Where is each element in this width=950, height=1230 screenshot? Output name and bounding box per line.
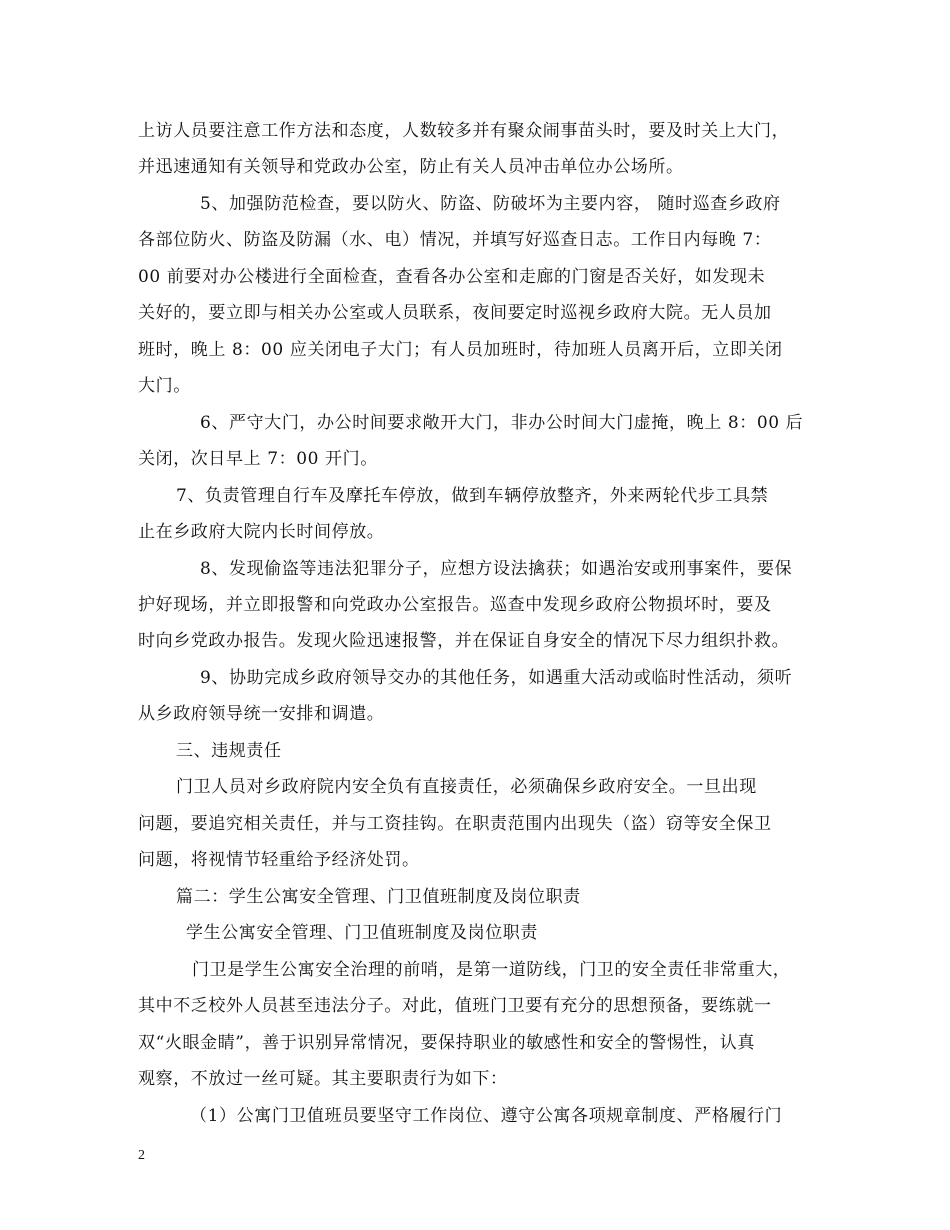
text-line: 班时，晚上 8：00 应关闭电子大门；有人员加班时，待加班人员离开后，立即关闭 <box>138 340 783 360</box>
text-line: 问题，将视情节轻重给予经济处罚。 <box>138 850 420 870</box>
text-line: 三、违规责任 <box>176 741 282 761</box>
text-line: 时向乡党政办报告。发现火险迅速报警，并在保证自身安全的情况下尽力组织扑救。 <box>138 631 790 651</box>
text-line: 双“火眼金睛”，善于识别异常情况，要保持职业的敏感性和安全的警惕性，认真 <box>138 1033 755 1053</box>
text-line: 8、发现偷盗等违法犯罪分子，应想方设法擒获；如遇治安或刑事案件，要保 <box>200 559 793 579</box>
text-line: 上访人员要注意工作方法和态度，人数较多并有聚众闹事苗头时，要及时关上大门， <box>138 121 790 141</box>
text-line: 7、负责管理自行车及摩托车停放，做到车辆停放整齐，外来两轮代步工具禁 <box>176 486 769 506</box>
text-line: 篇二：学生公寓安全管理、门卫值班制度及岗位职责 <box>176 887 581 907</box>
text-line: 门卫是学生公寓安全治理的前哨，是第一道防线，门卫的安全责任非常重大， <box>192 960 791 980</box>
text-line: 从乡政府领导统一安排和调遣。 <box>138 704 385 724</box>
text-line: 5、加强防范检查，要以防火、防盗、防破坏为主要内容， 随时巡查乡政府 <box>200 194 781 214</box>
text-line: 各部位防火、防盗及防漏（水、电）情况，并填写好巡查日志。工作日内每晚 7： <box>138 230 772 250</box>
text-line: 其中不乏校外人员甚至违法分子。对此，值班门卫要有充分的思想预备，要练就一 <box>138 996 772 1016</box>
text-line: 止在乡政府大院内长时间停放。 <box>138 522 385 542</box>
text-line: 护好现场，并立即报警和向党政办公室报告。巡查中发现乡政府公物损坏时，要及 <box>138 595 772 615</box>
text-line: 6、严守大门，办公时间要求敞开大门，非办公时间大门虚掩，晚上 8：00 后 <box>200 413 804 433</box>
page-number: 2 <box>138 1148 145 1163</box>
text-line: （1）公寓门卫值班员要坚守工作岗位、遵守公寓各项规章制度、严格履行门 <box>190 1106 783 1126</box>
text-line: 大门。 <box>138 376 191 396</box>
text-line: 00 前要对办公楼进行全面检查，查看各办公室和走廊的门窗是否关好，如发现未 <box>138 267 766 287</box>
text-line: 关闭，次日早上 7：00 开门。 <box>138 449 378 469</box>
text-line: 并迅速通知有关领导和党政办公室，防止有关人员冲击单位办公场所。 <box>138 157 684 177</box>
text-line: 关好的，要立即与相关办公室或人员联系，夜间要定时巡视乡政府大院。无人员加 <box>138 303 772 323</box>
text-line: 9、协助完成乡政府领导交办的其他任务，如遇重大活动或临时性活动，须听 <box>200 668 793 688</box>
text-line: 观察，不放过一丝可疑。其主要职责行为如下： <box>138 1069 508 1089</box>
text-line: 问题，要追究相关责任，并与工资挂钩。在职责范围内出现失（盗）窃等安全保卫 <box>138 814 772 834</box>
text-line: 学生公寓安全管理、门卫值班制度及岗位职责 <box>186 923 538 943</box>
text-line: 门卫人员对乡政府院内安全负有直接责任，必须确保乡政府安全。一旦出现 <box>176 777 757 797</box>
